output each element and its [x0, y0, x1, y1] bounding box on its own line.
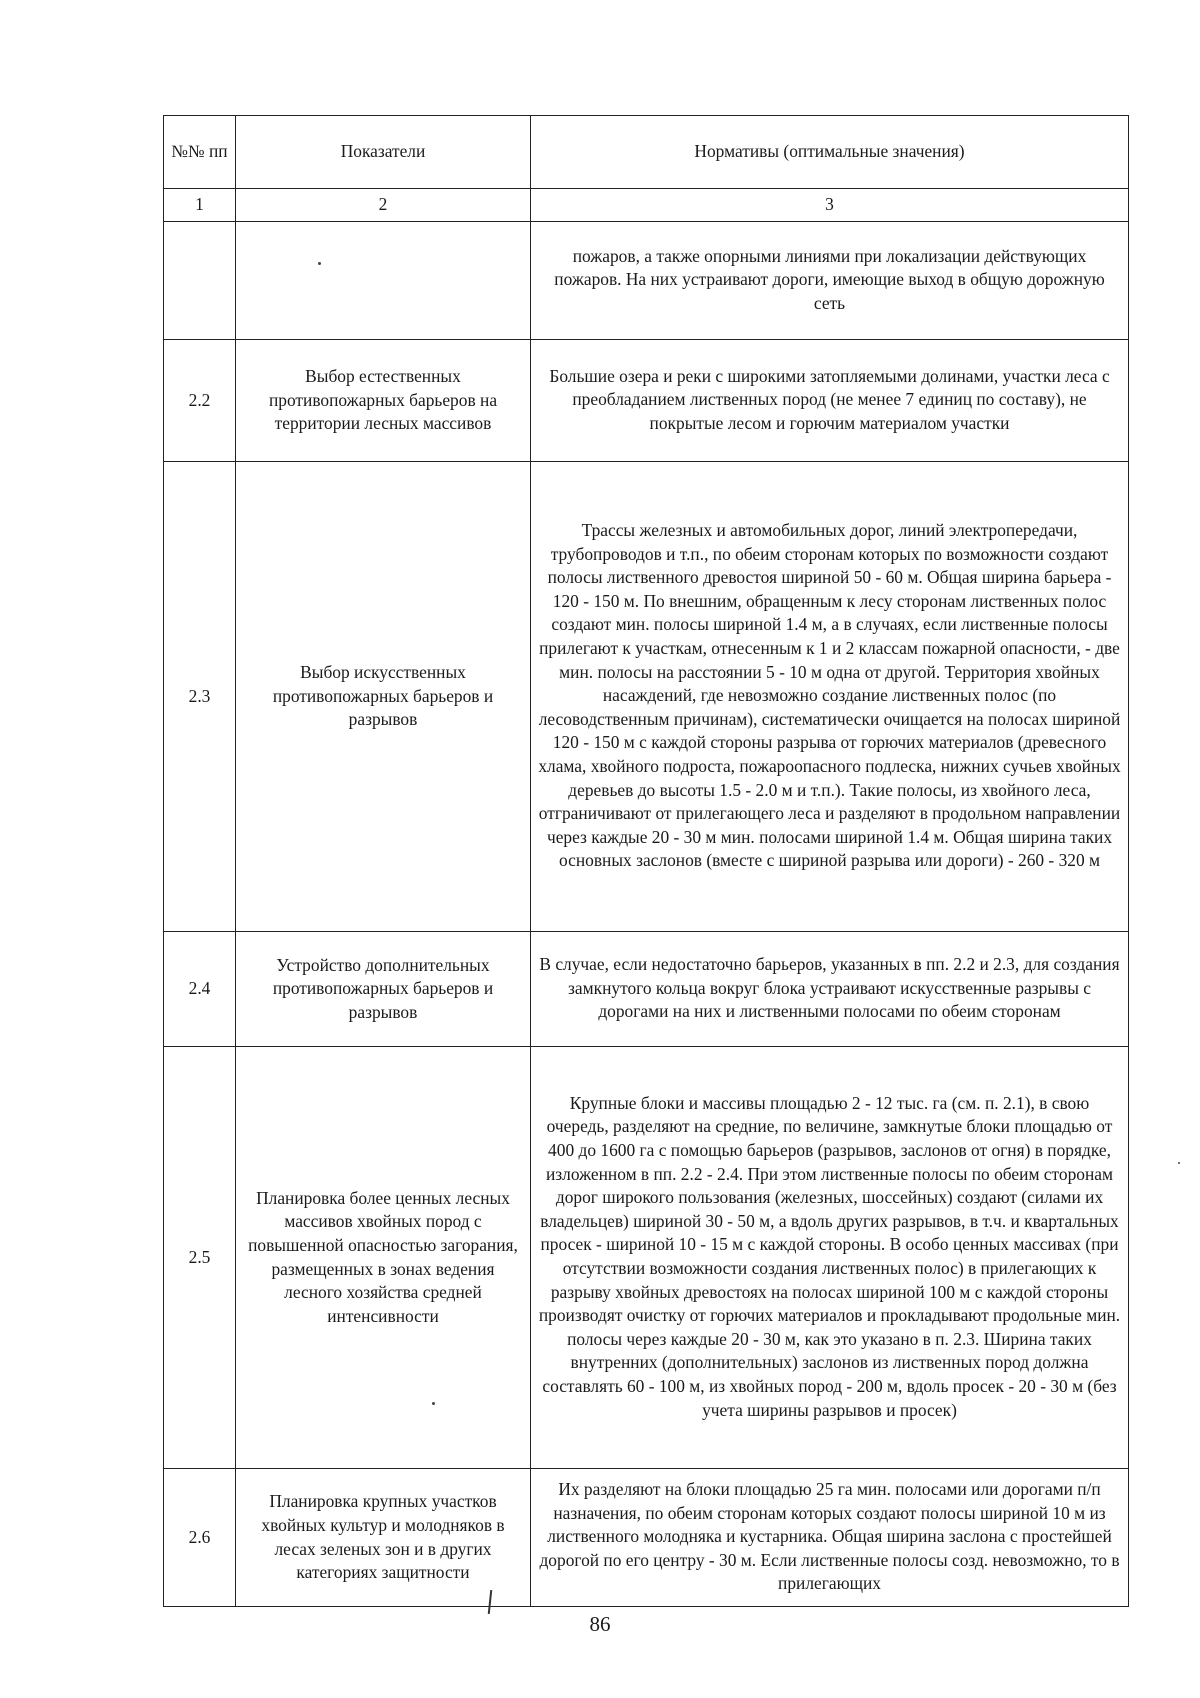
scan-speck — [1178, 1162, 1180, 1164]
table-row — [164, 1047, 1129, 1469]
row-num: 2.5 — [164, 1047, 236, 1469]
row-indicator: Выбор искусственных противопожарных барьеров и разрывов — [236, 462, 531, 932]
column-index-1: 1 — [164, 189, 236, 222]
scan-speck — [432, 1402, 435, 1405]
row-indicator: Выбор естественных противопожарных барьеров на территории лесных массивов — [236, 340, 531, 462]
table-row — [164, 932, 1129, 1047]
row-norm: В случае, если недостаточно барьеров, указанных в пп. 2.2 и 2.3, для создания замкнутого кольца вокруг блока устраивают искусственные разрывы с дорогами на них и лиственными полосами по обеим сторонам — [531, 932, 1129, 1047]
table-row — [164, 340, 1129, 462]
header-num: №№ пп — [164, 116, 236, 189]
norms-table — [163, 115, 1129, 1607]
row-indicator: Планировка крупных участков хвойных культур и молодняков в лесах зеленых зон и в других категориях защитности — [236, 1469, 531, 1607]
row-indicator — [236, 222, 531, 340]
row-num: 2.4 — [164, 932, 236, 1047]
row-num: 2.2 — [164, 340, 236, 462]
table-row — [164, 462, 1129, 932]
scan-speck — [318, 262, 321, 265]
row-num: 2.3 — [164, 462, 236, 932]
row-norm: Трассы железных и автомобильных дорог, линий электропередачи, трубопроводов и т.п., по обеим сторонам которых по возможности создают полосы лиственного древостоя шириной 50 - 60 м. Общая ширина барьера - 120 - 150 м. По внешним, обращенным к лесу сторонам лиственных полос создают мин. полосы шириной 1.4 м, а в случаях, если лиственные полосы прилегают к участкам, отнесенным к 1 и 2 классам пожарной опасности, - две мин. полосы на расстоянии 5 - 10 м одна от другой. Территория хвойных насаждений, где невозможно создание лиственных полос (по лесоводственным причинам), систематически очищается на полосах шириной 120 - 150 м с каждой стороны разрыва от горючих материалов (древесного хлама, хвойного подроста, пожароопасного подлеска, нижних сучьев хвойных деревьев до высоты 1.5 - 2.0 м и т.п.). Такие полосы, из хвойного леса, отграничивают от прилегающего леса и разделяют в продольном направлении через каждые 20 - 30 м мин. полосами шириной 1.4 м. Общая ширина таких основных заслонов (вместе с шириной разрыва или дороги) - 260 - 320 м — [531, 462, 1129, 932]
column-index-row — [164, 189, 1129, 222]
row-norm: Большие озера и реки с широкими затопляемыми долинами, участки леса с преобладанием лиственных пород (не менее 7 единиц по составу), не покрытые лесом и горючим материалом участки — [531, 340, 1129, 462]
row-num — [164, 222, 236, 340]
table-row — [164, 222, 1129, 340]
table-row — [164, 1469, 1129, 1607]
page-number: 86 — [589, 1612, 611, 1636]
header-indicator: Показатели — [236, 116, 531, 189]
table-header-row — [164, 116, 1129, 189]
header-norm: Нормативы (оптимальные значения) — [531, 116, 1129, 189]
row-indicator: Устройство дополнительных противопожарных барьеров и разрывов — [236, 932, 531, 1047]
row-norm: пожаров, а также опорными линиями при локализации действующих пожаров. На них устраивают дороги, имеющие выход в общую дорожную сеть — [531, 222, 1129, 340]
column-index-2: 2 — [236, 189, 531, 222]
row-indicator: Планировка более ценных лесных массивов хвойных пород с повышенной опасностью загорания, размещенных в зонах ведения лесного хозяйства средней интенсивности — [236, 1047, 531, 1469]
row-norm: Их разделяют на блоки площадью 25 га мин. полосами или дорогами п/п назначения, по обеим сторонам которых создают полосы шириной 10 м из лиственного молодняка и кустарника. Общая ширина заслона с простейшей дорогой по его центру - 30 м. Если лиственные полосы созд. невозможно, то в прилегающих — [531, 1469, 1129, 1607]
row-norm: Крупные блоки и массивы площадью 2 - 12 тыс. га (см. п. 2.1), в свою очередь, разделяют на средние, по величине, замкнутые блоки площадью от 400 до 1600 га с помощью барьеров (разрывов, заслонов от огня) в порядке, изложенном в пп. 2.2 - 2.4. При этом лиственные полосы по обеим сторонам дорог широкого пользования (железных, шоссейных) создают (силами их владельцев) шириной 30 - 50 м, а вдоль других разрывов, в т.ч. и квартальных просек - шириной 10 - 15 м с каждой стороны. В особо ценных массивах (при отсутствии возможности создания лиственных полос) в прилегающих к разрыву хвойных древостоях на полосах шириной 100 м с каждой стороны производят очистку от горючих материалов и прокладывают продольные мин. полосы через каждые 20 - 30 м, как это указано в п. 2.3. Ширина таких внутренних (дополнительных) заслонов из лиственных пород должна составлять 60 - 100 м, из хвойных пород - 200 м, вдоль просек - 20 - 30 м (без учета ширины разрывов и просек) — [531, 1047, 1129, 1469]
row-num: 2.6 — [164, 1469, 236, 1607]
column-index-3: 3 — [531, 189, 1129, 222]
